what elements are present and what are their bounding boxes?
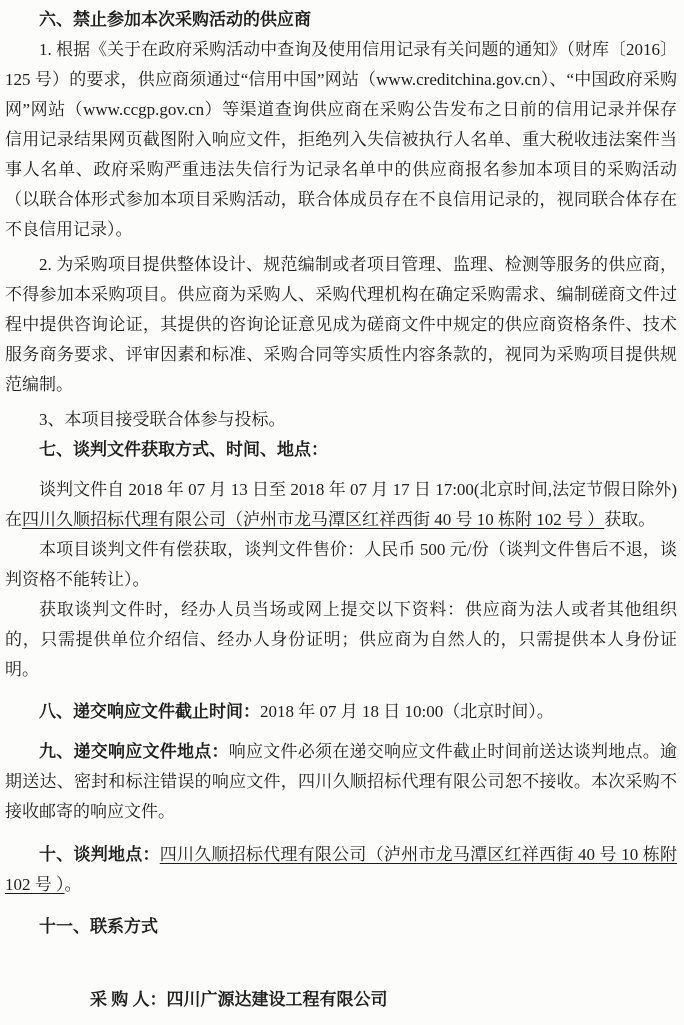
section8-deadline-value: 2018 年 07 月 18 日 10:00（北京时间）。 bbox=[260, 702, 554, 721]
section7-heading: 七、谈判文件获取方式、时间、地点： bbox=[39, 440, 328, 459]
section8-deadline bbox=[5, 697, 677, 727]
section7-paragraph-1 bbox=[5, 475, 677, 535]
section6-paragraph-3: 3、本项目接受联合体参与投标。 bbox=[39, 410, 286, 429]
buyer-name: 四川广源达建设工程有限公司 bbox=[166, 990, 388, 1009]
section10-agency-address-underlined: 四川久顺招标代理有限公司（泸州市龙马潭区红祥西街 40 号 10 栋附 102 号 ） bbox=[5, 845, 677, 894]
section7-agency-address-underlined: 四川久顺招标代理有限公司（泸州市龙马潭区红祥西街 40 号 10 栋附 102 号 ） bbox=[22, 510, 605, 529]
section9-delivery-location bbox=[5, 737, 677, 827]
section7-paragraph-1-text: 谈判文件自 2018 年 07 月 13 日至 2018 年 07 月 17 日 17:00(北京时间,法定节假日除外)在 bbox=[5, 480, 677, 529]
section10-negotiation-location bbox=[5, 840, 677, 900]
section11-heading: 十一、联系方式 bbox=[39, 917, 158, 936]
buyer-line bbox=[90, 985, 677, 1015]
section10-tail: 。 bbox=[64, 875, 82, 894]
section9-delivery-text: 响应文件必须在递交响应文件截止时间前送达谈判地点。逾期送达、密封和标注错误的响应文件，四川久顺招标代理有限公司恕不接收。本次采购不接收邮寄的响应文件。 bbox=[5, 742, 677, 821]
section9-heading-label: 九、递交响应文件地点： bbox=[39, 742, 229, 761]
section7-paragraph-3: 获取谈判文件时，经办人员当场或网上提交以下资料：供应商为法人或者其他组织的，只需提供单位介绍信、经办人身份证明；供应商为自然人的，只需提供本人身份证明。 bbox=[5, 600, 677, 679]
section6-paragraph-1: 1. 根据《关于在政府采购活动中查询及使用信用记录有关问题的通知》（财库〔2016〕125 号）的要求，供应商须通过“信用中国”网站（www.creditchina.gov.cn）、“中国政府采购网”网站（www.ccgp.gov.cn）等渠道查询供应商在采购公告发布之日前的信用记录并保存信用记录结果网页截图附入响应文件，拒绝列入失信被执行人名单、重大税收违法案件当事人名单、政府采购严重违法失信行为记录名单中的供应商报名参加本项目的采购活动（以联合体形式参加本项目采购活动，联合体成员存在不良信用记录的，视同联合体存在不良信用记录）。 bbox=[5, 40, 677, 239]
section6-paragraph-2: 2. 为采购项目提供整体设计、规范编制或者项目管理、监理、检测等服务的供应商，不得参加本采购项目。供应商为采购人、采购代理机构在确定采购需求、编制磋商文件过程中提供咨询论证，其提供的咨询论证意见成为磋商文件中规定的供应商资格条件、技术服务商务要求、评审因素和标准、采购合同等实质性内容条款的，视同为采购项目提供规范编制。 bbox=[5, 255, 677, 394]
section6-heading: 六、禁止参加本次采购活动的供应商 bbox=[39, 10, 311, 29]
buyer-label: 采 购 人： bbox=[90, 990, 167, 1009]
section8-heading-label: 八、递交响应文件截止时间： bbox=[39, 702, 260, 721]
section7-paragraph-2: 本项目谈判文件有偿获取，谈判文件售价：人民币 500 元/份（谈判文件售后不退，谈判资格不能转让）。 bbox=[5, 540, 677, 589]
section7-paragraph-1-tail: 获取。 bbox=[604, 510, 656, 529]
section10-heading-label: 十、谈判地点： bbox=[39, 845, 160, 864]
